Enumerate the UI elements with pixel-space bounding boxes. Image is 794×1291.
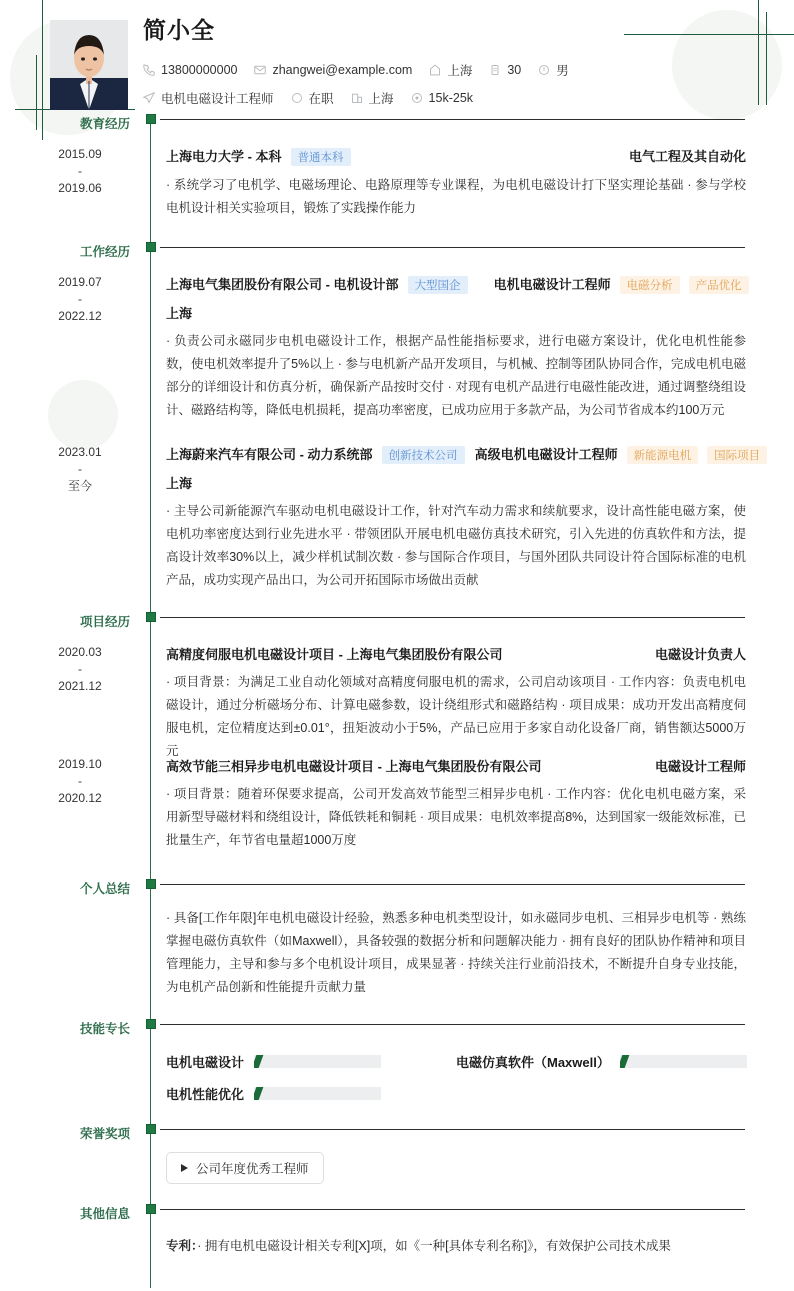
status-icon	[291, 92, 303, 104]
section-label-project: 项目经历	[79, 615, 130, 629]
section-label-skills: 技能专长	[79, 1022, 130, 1036]
skill-label: 电磁仿真软件（Maxwell）	[456, 1054, 610, 1070]
section-label-other: 其他信息	[79, 1207, 130, 1221]
skill-label: 电机电磁设计	[166, 1054, 245, 1070]
timeline-node	[146, 879, 156, 889]
position-icon	[143, 92, 155, 104]
section-rule	[160, 884, 745, 885]
contact-value: 上海	[368, 92, 394, 106]
project-name: 高效节能三相异步电机电磁设计项目 - 上海电气集团股份有限公司	[166, 759, 542, 774]
timeline-node	[146, 1019, 156, 1029]
section-rule	[160, 1209, 745, 1210]
timeline-node	[146, 612, 156, 622]
skill-tag: 产品优化	[689, 276, 749, 294]
award-chip[interactable]	[166, 1152, 324, 1184]
project-date: 2020.03 - 2021.12	[58, 645, 102, 693]
awards-list	[166, 1152, 746, 1184]
job-status	[291, 89, 334, 107]
other-key: 专利：	[166, 1239, 198, 1253]
project-entry	[166, 644, 746, 763]
timeline-node	[146, 1204, 156, 1214]
resume-header	[0, 0, 794, 112]
section-label-awards: 荣誉奖项	[79, 1127, 130, 1141]
company-name: 上海电气集团股份有限公司 - 电机设计部	[166, 277, 399, 292]
project-title-row	[166, 756, 746, 775]
education-entry	[166, 146, 746, 220]
gender-icon	[538, 64, 550, 76]
skill-tag: 电磁分析	[620, 276, 680, 294]
contact-value: 在职	[308, 92, 334, 106]
project-description: · 项目背景：为满足工业自动化领域对高精度伺服电机的需求，公司启动该项目 · 工作内容：负责电机电磁设计，通过分析磁场分布、计算电磁参数，设计绕组形式和磁路结构 · 项目成果：成功开发出高精度伺服电机，定位精度达到±0.01°，扭矩波动小于5%，产品已应用于多家自动化设备厂商，销售额达5000万元	[166, 675, 746, 758]
city-icon	[351, 92, 363, 104]
summary-text: · 具备[工作年限]年电机电磁设计经验，熟悉多种电机类型设计，如永磁同步电机、三相异步电机等 · 熟练掌握电磁仿真软件（如Maxwell），具备较强的数据分析和问题解决能力 · 拥有良好的团队协作精神和项目管理能力，主导和参与多个电机设计项目，成果显著 · 持续关注行业前沿技术，不断提升自身专业技能，为电机产品创新和性能提升贡献力量	[166, 911, 746, 994]
skill-item	[166, 1045, 456, 1077]
work-city	[351, 89, 394, 107]
work-description: · 负责公司永磁同步电机电磁设计工作，根据产品性能指标要求，进行电磁方案设计，优化电机性能参数，使电机效率提升了5%以上 · 参与电机新产品开发项目，与机械、控制等团队协同合作，完成电机电磁部分的详细设计和仿真分析，确保新产品按时交付 · 对现有电机产品进行电磁性能改进，通过调整绕组设计、磁路结构等，降低电机损耗，提高功率密度，已成功应用于多款产品，为公司节省成本约100万元	[166, 334, 746, 417]
age-icon	[489, 64, 501, 76]
skill-progress-bar	[254, 1055, 381, 1068]
other-value: · 拥有电机电磁设计相关专利[X]项，如《一种[具体专利名称]》，有效保护公司技术成果	[197, 1239, 671, 1253]
project-title-row	[166, 644, 746, 663]
project-role: 电磁设计负责人	[654, 647, 746, 662]
education-title-row	[166, 146, 746, 166]
contact-value: 13800000000	[161, 63, 238, 77]
contact-value: 15k-25k	[428, 91, 474, 105]
school-name: 上海电力大学 - 本科	[166, 149, 282, 164]
mail-icon	[254, 64, 266, 76]
skill-item	[166, 1077, 456, 1109]
contact-email	[254, 63, 412, 77]
education-major: 电气工程及其自动化	[628, 149, 746, 164]
avatar	[50, 20, 128, 110]
work-entry	[166, 274, 746, 422]
work-date: 2023.01 - 至今	[58, 445, 102, 493]
project-role: 电磁设计工程师	[654, 759, 746, 774]
skill-progress-bar	[620, 1055, 747, 1068]
section-rule	[160, 1129, 745, 1130]
contact-phone	[143, 63, 237, 77]
contact-value: 上海	[447, 64, 473, 78]
education-description: · 系统学习了电机学、电磁场理论、电路原理等专业课程，为电机电磁设计打下坚实理论基础 · 参与学校电机设计相关实验项目，锻炼了实践操作能力	[166, 178, 746, 215]
contact-row-primary	[143, 61, 586, 79]
contact-gender	[538, 61, 569, 79]
project-description: · 项目背景：随着环保要求提高，公司开发高效节能型三相异步电机 · 工作内容：优化电机电磁方案，采用新型导磁材料和绕组设计，降低铁耗和铜耗 · 项目成果：电机效率提高8%，达到国家一级能效标准，已批量生产，年节省电量超1000万度	[166, 787, 746, 847]
skill-label: 电机性能优化	[166, 1086, 245, 1102]
work-title-row	[166, 444, 761, 464]
section-label-education: 教育经历	[79, 117, 130, 131]
work-date: 2019.07 - 2022.12	[58, 275, 102, 323]
project-entry	[166, 756, 746, 852]
contact-location	[429, 61, 472, 79]
contact-value: 电机电磁设计工程师	[161, 92, 274, 106]
decorative-blob	[48, 380, 118, 450]
timeline-node	[146, 242, 156, 252]
contact-value: 30	[507, 63, 522, 77]
contact-row-secondary	[143, 89, 490, 107]
work-title-row	[166, 274, 746, 294]
other-list	[166, 1235, 746, 1257]
project-name: 高精度伺服电机电磁设计项目 - 上海电气集团股份有限公司	[166, 647, 503, 662]
award-label: 公司年度优秀工程师	[196, 1162, 309, 1176]
job-title: 高级电机电磁设计工程师	[474, 447, 618, 462]
timeline-axis	[150, 118, 151, 1288]
contact-age	[489, 63, 521, 77]
section-rule	[160, 247, 745, 248]
section-rule	[160, 617, 745, 618]
work-city: 上海	[166, 476, 193, 491]
section-label-work: 工作经历	[79, 245, 130, 259]
location-icon	[429, 64, 441, 76]
play-triangle-icon	[181, 1164, 188, 1172]
company-tag: 大型国企	[408, 276, 468, 294]
target-position	[143, 89, 274, 107]
section-label-summary: 个人总结	[79, 882, 130, 896]
phone-icon	[143, 64, 155, 76]
work-description: · 主导公司新能源汽车驱动电机电磁设计工作，针对汽车动力需求和续航要求，设计高性能电磁方案，使电机功率密度达到行业先进水平 · 带领团队开展电机电磁仿真技术研究，引入先进的仿真软件和方法，提高设计效率30%以上，减少样机试制次数 · 参与国际合作项目，与国外团队共同设计符合国际标准的电机产品，成功实现产品出口，为公司开拓国际市场做出贡献	[166, 504, 746, 587]
contact-value: zhangwei@example.com	[272, 63, 413, 77]
other-item	[166, 1235, 746, 1257]
skill-item	[456, 1045, 746, 1077]
work-city: 上海	[166, 306, 193, 321]
timeline-node	[146, 114, 156, 124]
job-title: 电机电磁设计工程师	[493, 277, 611, 292]
contact-value: 男	[556, 64, 569, 78]
page-title: 简小全	[143, 17, 215, 43]
company-tag: 创新技术公司	[382, 446, 465, 464]
skill-tag: 新能源电机	[627, 446, 699, 464]
section-rule	[160, 1024, 745, 1025]
company-name: 上海蔚来汽车有限公司 - 动力系统部	[166, 447, 373, 462]
education-tag: 普通本科	[291, 148, 351, 166]
education-date: 2015.09 - 2019.06	[58, 147, 102, 195]
skill-tag: 国际项目	[707, 446, 767, 464]
summary-entry	[166, 907, 746, 999]
project-date: 2019.10 - 2020.12	[58, 757, 102, 805]
timeline-node	[146, 1124, 156, 1134]
expected-salary	[411, 91, 473, 105]
section-rule	[160, 119, 745, 120]
skill-progress-bar	[254, 1087, 381, 1100]
work-entry	[166, 444, 761, 592]
skills-list	[166, 1045, 746, 1109]
salary-icon	[411, 92, 423, 104]
